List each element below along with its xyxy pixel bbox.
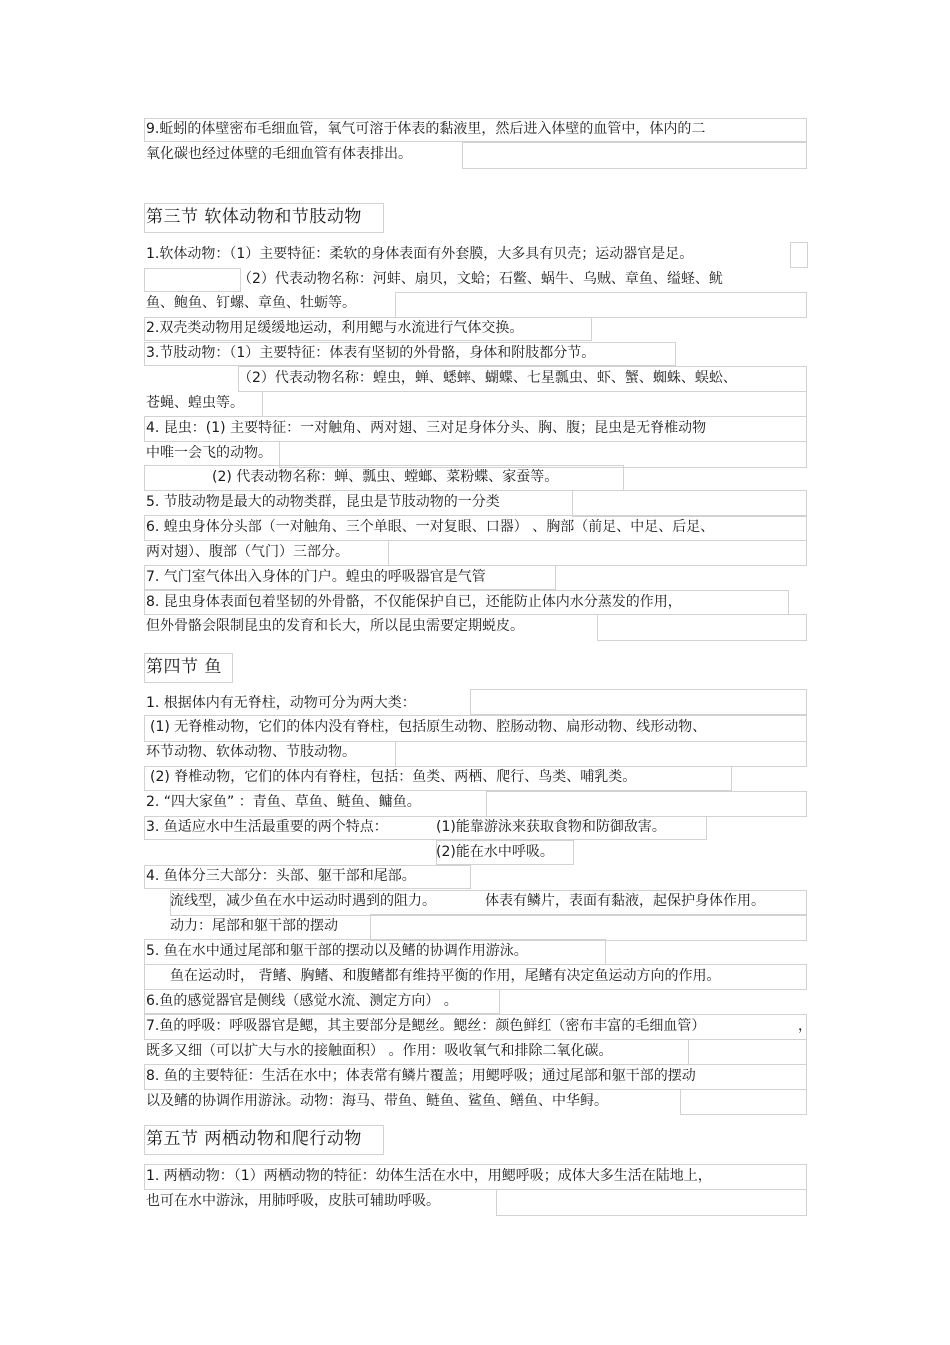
text-line: 既多又细（可以扩大与水的接触面积） 。作用：吸收氧气和排除二氧化碳。 (146, 1043, 613, 1059)
text-line: 8. 昆虫身体表面包着坚韧的外骨骼，不仅能保护自已，还能防止体内水分蒸发的作用， (146, 594, 682, 610)
scan-box (572, 490, 807, 517)
scan-box (395, 741, 807, 767)
text-line: 4. 昆虫：(1) 主要特征：一对触角、两对翅、三对足身体分头、胸、腹；昆虫是无脊椎动物 (146, 420, 707, 436)
section-heading: 第四节 鱼 (146, 657, 222, 677)
scan-box (597, 614, 807, 641)
section-heading: 第三节 软体动物和节肢动物 (146, 207, 362, 227)
text-line: 4. 鱼体分三大部分：头部、躯干部和尾部。 (146, 868, 416, 884)
text-line: 流线型，减少鱼在水中运动时遇到的阻力。 (170, 893, 436, 909)
text-line: (1) 无脊椎动物，它们的体内没有脊柱，包括原生动物、腔肠动物、扁形动物、线形动物、 (150, 719, 707, 735)
text-line: (2)能在水中呼吸。 (436, 844, 554, 860)
scan-box (790, 242, 808, 268)
text-line: 苍蝇、蝗虫等。 (146, 395, 244, 411)
scan-box (262, 391, 807, 417)
scan-box (470, 689, 807, 715)
text-line: 5. 鱼在水中通过尾部和躯干部的摆动以及鳍的协调作用游泳。 (146, 943, 528, 959)
scan-box (370, 914, 807, 941)
text-line: 1.软体动物：（1）主要特征：柔软的身体表面有外套膜，大多具有贝壳；运动器官是足。 (146, 246, 694, 262)
scan-box (462, 142, 807, 169)
text-line: 1. 两栖动物：（1）两栖动物的特征：幼体生活在水中，用鳃呼吸；成体大多生活在陆地上， (146, 1168, 712, 1184)
scan-box (496, 1189, 807, 1216)
scan-box (279, 441, 807, 468)
text-line: 但外骨骼会限制昆虫的发育和长大，所以昆虫需要定期蜕皮。 (146, 618, 524, 634)
text-line: 体表有鳞片，表面有黏液，起保护身体作用。 (485, 893, 765, 909)
text-line: 6.鱼的感觉器官是侧线（感觉水流、测定方向） 。 (146, 993, 458, 1009)
text-line: 5. 节肢动物是最大的动物类群，昆虫是节肢动物的一分类 (146, 494, 500, 510)
text-line: 鱼在运动时， 背鳍、胸鳍、和腹鳍都有维持平衡的作用，尾鳍有决定鱼运动方向的作用。 (170, 968, 721, 984)
text-line: （2）代表动物名称：河蚌、扇贝，文蛤；石鳖、蜗牛、乌贼、章鱼、缢蛏、鱿 (238, 271, 723, 287)
text-line: (2) 脊椎动物，它们的体内有脊柱，包括：鱼类、两栖、爬行、鸟类、哺乳类。 (150, 769, 637, 785)
text-line: 2.双壳类动物用足缓缓地运动，利用鳃与水流进行气体交换。 (146, 320, 524, 336)
text-line: (1)能靠游泳来获取食物和防御敌害。 (436, 819, 666, 835)
text-line: 3. 鱼适应水中生活最重要的两个特点： (146, 819, 388, 835)
scan-box (395, 292, 807, 318)
scan-box (144, 268, 241, 292)
scan-box (688, 1039, 807, 1065)
text-line: 8. 鱼的主要特征：生活在水中；体表常有鳞片覆盖；用鳃呼吸；通过尾部和躯干部的摆动 (146, 1068, 696, 1084)
scan-box (680, 1089, 807, 1115)
text-line: 鱼、鲍鱼、钉螺、章鱼、牡蛎等。 (146, 295, 356, 311)
text-line: 两对翅）、腹部（气门）三部分。 (146, 544, 349, 560)
text-line: 动力：尾部和躯干部的摆动 (170, 918, 338, 934)
text-line: 7. 气门室气体出入身体的门户。蝗虫的呼吸器官是气管 (146, 569, 486, 585)
text-line: 1. 根据体内有无脊柱，动物可分为两大类： (146, 695, 416, 711)
text-line: 以及鳍的协调作用游泳。动物：海马、带鱼、鲢鱼、鲨鱼、鳝鱼、中华鲟。 (146, 1093, 608, 1109)
scan-box (486, 791, 807, 817)
text-line: ， (798, 1018, 812, 1034)
text-line: 氧化碳也经过体壁的毛细血管有体表排出。 (146, 146, 412, 162)
section-heading: 第五节 两栖动物和爬行动物 (146, 1129, 362, 1149)
text-line: 9.蚯蚓的体壁密布毛细血管，氧气可溶于体表的黏液里，然后进入体壁的血管中，体内的二 (146, 121, 706, 137)
scan-box (388, 540, 807, 566)
text-line: 6. 蝗虫身体分头部（一对触角、三个单眼、一对复眼、口器） 、胸部（前足、中足、后足、 (146, 519, 715, 535)
text-line: 也可在水中游泳，用肺呼吸，皮肤可辅助呼吸。 (146, 1193, 440, 1209)
text-line: 中唯一会飞的动物。 (146, 445, 272, 461)
text-line: 环节动物、软体动物、节肢动物。 (146, 744, 356, 760)
text-line: 7.鱼的呼吸：呼吸器官是鳃，其主要部分是鳃丝。鳃丝：颜色鲜红（密布丰富的毛细血管） (146, 1018, 706, 1034)
text-line: （2）代表动物名称：蝗虫，蝉、蟋蟀、蝴蝶、七星瓢虫、虾、蟹、蜘蛛、蜈蚣、 (238, 370, 737, 386)
text-line: (2) 代表动物名称：蝉、瓢虫、螳螂、菜粉蝶、家蚕等。 (212, 469, 559, 485)
text-line: 2. “四大家鱼” ：青鱼、草鱼、鲢鱼、鳙鱼。 (146, 794, 421, 810)
text-line: 3.节肢动物：（1）主要特征：体表有坚韧的外骨骼，身体和附肢都分节。 (146, 345, 596, 361)
